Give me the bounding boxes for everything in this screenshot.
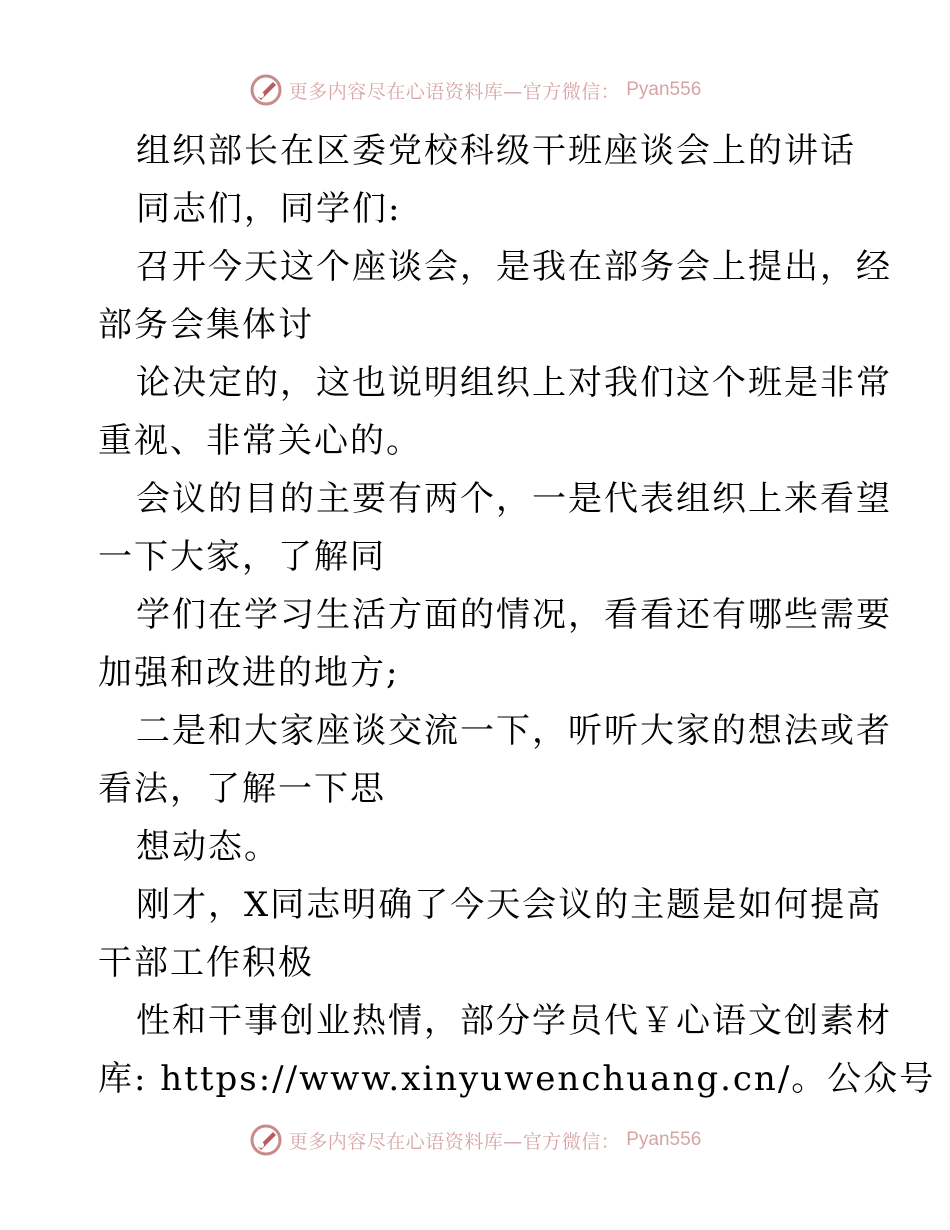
paragraph-line: 二是和大家座谈交流一下，听听大家的想法或者 xyxy=(136,711,892,751)
document-body xyxy=(98,122,936,1108)
paragraph-line: 会议的目的主要有两个，一是代表组织上来看望 xyxy=(136,479,892,519)
paragraph-line: 库: https://www.xinyuwenchuang.cn/。公众号 xyxy=(98,1059,936,1099)
paragraph-line: 一下大家，了解同 xyxy=(98,537,386,577)
paragraph-line: 论决定的，这也说明组织上对我们这个班是非常 xyxy=(136,363,892,403)
watermark-text: 更多内容尽在心语资料库—官方微信： xyxy=(288,1130,621,1153)
paragraph-line: 召开今天这个座谈会，是我在部务会上提出，经 xyxy=(136,247,892,287)
paragraph-line: 学们在学习生活方面的情况，看看还有哪些需要 xyxy=(136,595,892,635)
paragraph-line: 看法，了解一下思 xyxy=(98,769,386,809)
watermark-text: 更多内容尽在心语资料库—官方微信： xyxy=(288,80,621,103)
salutation: 同志们，同学们: xyxy=(136,189,402,229)
footer-watermark xyxy=(0,1120,950,1160)
quill-seal-icon xyxy=(249,73,283,107)
paragraph-line: 重视、非常关心的。 xyxy=(98,421,422,461)
watermark-handle: Pyan556 xyxy=(626,79,702,100)
paragraph-line: 加强和改进的地方; xyxy=(98,653,400,693)
paragraph-line: 性和干事创业热情，部分学员代￥心语文创素材 xyxy=(136,1001,892,1041)
paragraph-line: 部务会集体讨 xyxy=(98,305,314,345)
header-watermark xyxy=(0,70,950,110)
paragraph-line: 想动态。 xyxy=(136,827,280,867)
paragraph-line: 刚才，X同志明确了今天会议的主题是如何提高 xyxy=(136,885,883,925)
document-title: 组织部长在区委党校科级干班座谈会上的讲话 xyxy=(136,131,856,171)
quill-seal-icon xyxy=(249,1123,283,1157)
paragraph-line: 干部工作积极 xyxy=(98,943,314,983)
watermark-handle: Pyan556 xyxy=(626,1129,702,1150)
